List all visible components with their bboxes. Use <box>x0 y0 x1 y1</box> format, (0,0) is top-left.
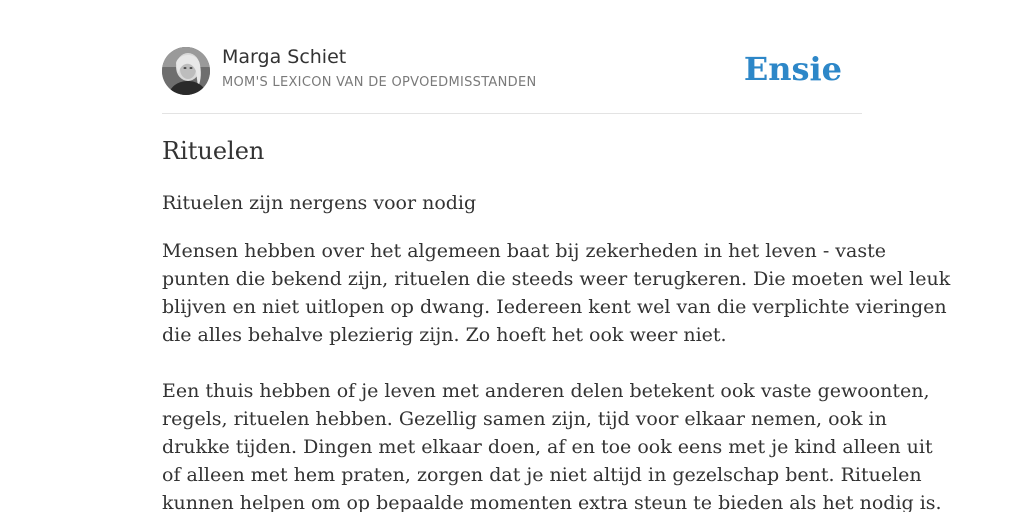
avatar-portrait-icon <box>162 47 210 95</box>
paragraph-line: Een thuis hebben of je leven met anderen delen betekent ook vaste gewoonten, <box>162 380 930 402</box>
author-name[interactable]: Marga Schiet <box>222 46 347 68</box>
header <box>162 46 862 96</box>
paragraph-gap <box>162 349 867 377</box>
paragraph-line: punten die bekend zijn, rituelen die steeds weer terugkeren. Die moeten wel leuk <box>162 268 951 290</box>
header-divider <box>162 113 862 114</box>
brand-logo[interactable]: Ensie <box>743 50 842 88</box>
article-body <box>162 237 951 512</box>
paragraph-line: blijven en niet uitlopen op dwang. Iedereen kent wel van die verplichte vieringen <box>162 296 947 318</box>
paragraph <box>162 237 951 349</box>
paragraph-line: of alleen met hem praten, zorgen dat je niet altijd in gezelschap bent. Rituelen <box>162 464 922 486</box>
article-title: Rituelen <box>162 137 265 165</box>
collection-name[interactable]: MOM'S LEXICON VAN DE OPVOEDMISSTANDEN <box>222 75 537 90</box>
paragraph-line: drukke tijden. Dingen met elkaar doen, af en toe ook eens met je kind alleen uit <box>162 436 933 458</box>
article-subtitle: Rituelen zijn nergens voor nodig <box>162 192 477 214</box>
paragraph-line: die alles behalve plezierig zijn. Zo hoeft het ook weer niet. <box>162 324 727 346</box>
paragraph <box>162 377 942 512</box>
paragraph-line: regels, rituelen hebben. Gezellig samen zijn, tijd voor elkaar nemen, ook in <box>162 408 887 430</box>
paragraph-line: Mensen hebben over het algemeen baat bij zekerheden in het leven - vaste <box>162 240 886 262</box>
paragraph-line: kunnen helpen om op bepaalde momenten extra steun te bieden als het nodig is. <box>162 492 942 512</box>
avatar[interactable] <box>162 47 210 95</box>
